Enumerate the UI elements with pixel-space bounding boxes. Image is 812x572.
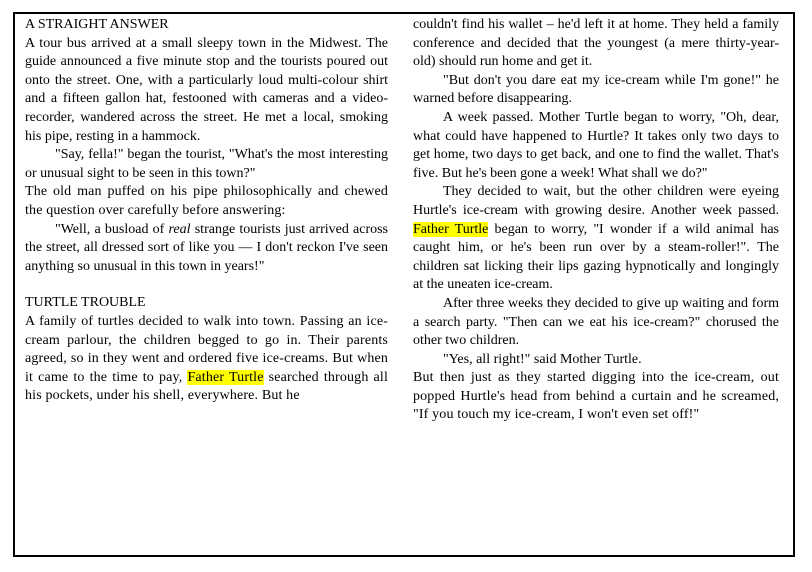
text-run: "Well, a busload of — [55, 221, 169, 237]
text-run: searched through all his pockets, under his shell, everywhere. But he — [25, 369, 388, 404]
article-title-turtle-trouble: TURTLE TROUBLE — [25, 295, 146, 311]
paragraph: A tour bus arrived at a small sleepy town in the Midwest. The guide announced a five minute stop and the tourists poured out onto the street. One, with a particularly loud multi-colour shirt and a fifteen gallon hat, festooned with cameras and a video-recorder, wandered across the street. He met a local, smoking his pipe, resting in a hammock. — [25, 35, 388, 144]
paragraph: After three weeks they decided to give up waiting and form a search party. "Then can we eat his ice-cream?" chorused the other two children. — [413, 295, 779, 349]
paragraph: couldn't find his wallet – he'd left it at home. They held a family conference and decided that the youngest (a mere thirty-year-old) should run home and get it. — [413, 17, 779, 70]
paragraph: "But don't you dare eat my ice-cream while I'm gone!" he warned before disappearing. — [413, 72, 779, 107]
spacer — [25, 276, 388, 294]
text-run: They decided to wait, but the other children were eyeing Hurtle's ice-cream with growing desire. Another week passed. — [413, 184, 779, 218]
highlighted-text: Father Turtle — [413, 221, 489, 237]
paragraph: "Say, fella!" began the tourist, "What's the most interesting or unusual sight to be seen in this town?" — [25, 147, 388, 181]
left-column — [25, 16, 388, 406]
paragraph: A week passed. Mother Turtle began to worry, "Oh, dear, what could have happened to Hurtle? It takes only two days to get home, two days to get back, and one to find the wallet. That's five. But he's been gone a week! What shall we do?" — [413, 109, 779, 181]
paragraph: But then just as they started digging into the ice-cream, out popped Hurtle's head from behind a curtain and he screamed, "If you touch my ice-cream, I won't even set off!" — [413, 370, 779, 423]
document-frame — [13, 12, 795, 557]
text-run: A family of turtles decided to walk into town. Passing an ice-cream parlour, the children begged to go in. Their parents agreed, so in they went and ordered five ice-creams. But when it came to the time to pay, — [25, 313, 388, 385]
article-title-straight-answer: A STRAIGHT ANSWER — [25, 17, 169, 32]
italic-text: real — [168, 221, 191, 237]
highlighted-text: Father Turtle — [187, 369, 264, 385]
paragraph: The old man puffed on his pipe philosophically and chewed the question over carefully before answering: — [25, 184, 388, 218]
paragraph: "Yes, all right!" said Mother Turtle. — [443, 351, 642, 367]
text-run: strange tourists just arrived across the street, all dressed sort of like you — I don't reckon I've seen anything so unusual in this town in years!" — [25, 221, 389, 274]
right-column — [413, 16, 779, 425]
paragraph — [413, 183, 779, 295]
paragraph — [25, 313, 388, 406]
paragraph — [25, 221, 388, 277]
text-run: began to worry, "I wonder if a wild animal has caught him, or he's been run over by a steam-roller!". The children sat licking their lips gazing hypnotically and longingly at the uneaten ice-cream. — [413, 221, 780, 293]
